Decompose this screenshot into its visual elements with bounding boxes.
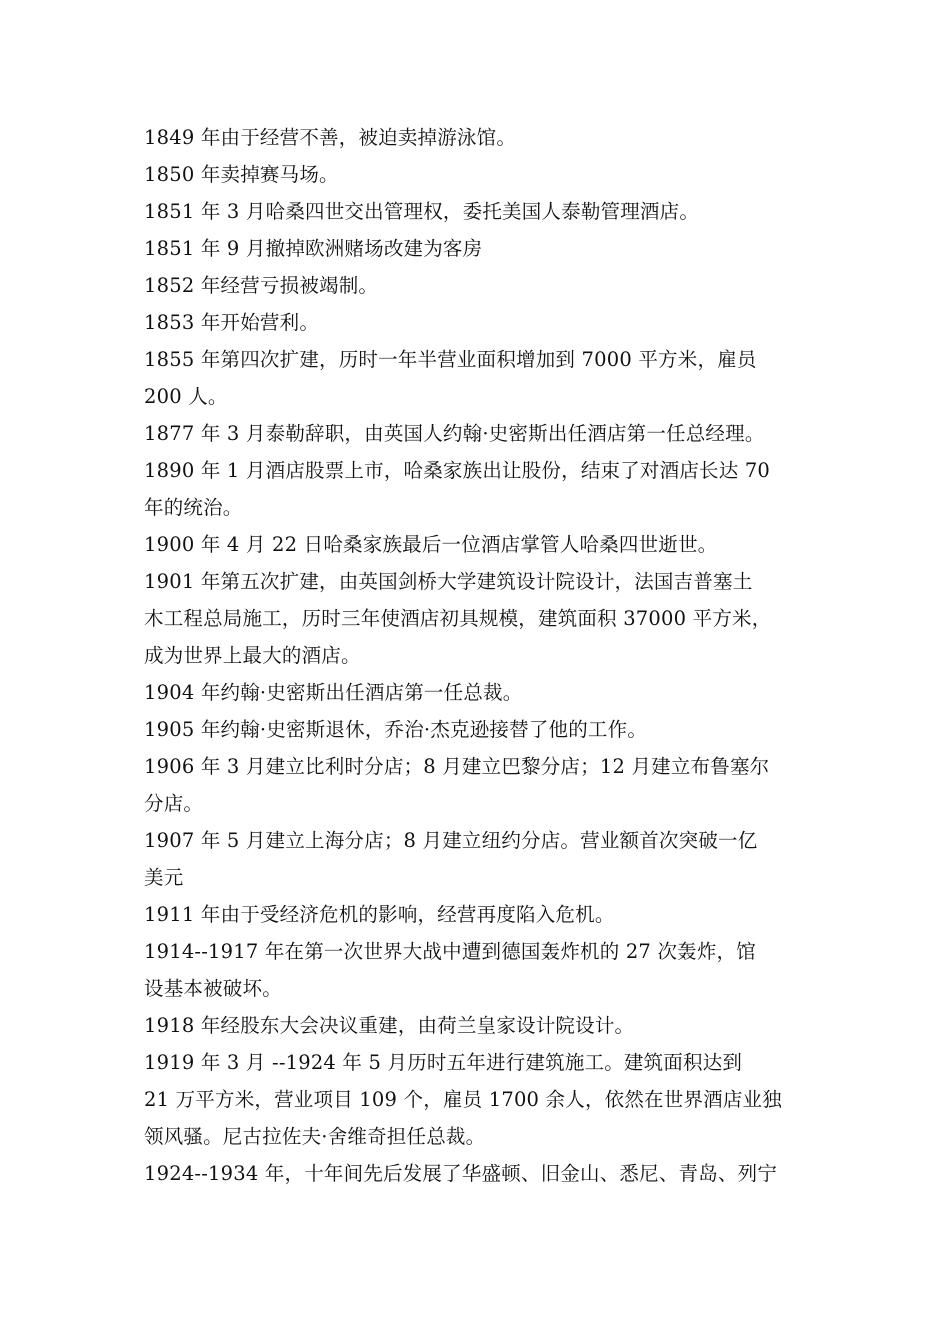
text-line: 1914--1917 年在第一次世界大战中遭到德国轰炸机的 27 次轰炸，馆 xyxy=(144,940,756,963)
text-line: 1877 年 3 月泰勒辞职，由英国人约翰·史密斯出任酒店第一任总经理。 xyxy=(144,422,765,445)
text-line: 1907 年 5 月建立上海分店；8 月建立纽约分店。营业额首次突破一亿 xyxy=(144,829,758,852)
text-line: 设基本被破坏。 xyxy=(144,977,282,1000)
text-line: 1900 年 4 月 22 日哈桑家族最后一位酒店掌管人哈桑四世逝世。 xyxy=(144,533,718,556)
text-line: 1851 年 3 月哈桑四世交出管理权，委托美国人泰勒管理酒店。 xyxy=(144,200,700,223)
text-line: 21 万平方米，营业项目 109 个，雇员 1700 余人，依然在世界酒店业独 xyxy=(144,1088,782,1111)
text-line: 1850 年卖掉赛马场。 xyxy=(144,163,339,186)
text-line: 1906 年 3 月建立比利时分店；8 月建立巴黎分店；12 月建立布鲁塞尔 xyxy=(144,755,770,778)
text-line: 1918 年经股东大会决议重建，由荷兰皇家设计院设计。 xyxy=(144,1014,635,1037)
text-line: 分店。 xyxy=(144,792,204,815)
text-line: 木工程总局施工，历时三年使酒店初具规模，建筑面积 37000 平方米， xyxy=(144,607,772,630)
text-line: 1890 年 1 月酒店股票上市，哈桑家族出让股份，结束了对酒店长达 70 xyxy=(144,459,771,482)
text-line: 1901 年第五次扩建，由英国剑桥大学建筑设计院设计，法国吉普塞土 xyxy=(144,570,753,593)
text-line: 200 人。 xyxy=(144,385,228,408)
text-line: 年的统治。 xyxy=(144,496,243,519)
text-line: 1904 年约翰·史密斯出任酒店第一任总裁。 xyxy=(144,681,523,704)
text-line: 1911 年由于受经济危机的影响，经营再度陷入危机。 xyxy=(144,903,615,926)
text-line: 1855 年第四次扩建，历时一年半营业面积增加到 7000 平方米，雇员 xyxy=(144,348,757,371)
text-line: 1905 年约翰·史密斯退休，乔治·杰克逊接替了他的工作。 xyxy=(144,718,648,741)
text-line: 领风骚。尼古拉佐夫·舍维奇担任总裁。 xyxy=(144,1125,486,1148)
text-line: 1851 年 9 月撤掉欧洲赌场改建为客房 xyxy=(144,237,483,260)
text-line: 1852 年经营亏损被竭制。 xyxy=(144,274,379,297)
text-line: 1919 年 3 月 --1924 年 5 月历时五年进行建筑施工。建筑面积达到 xyxy=(144,1051,743,1074)
text-line: 1849 年由于经营不善，被迫卖掉游泳馆。 xyxy=(144,126,517,149)
document-body xyxy=(144,119,809,1192)
text-line: 1853 年开始营利。 xyxy=(144,311,320,334)
text-line: 1924--1934 年，十年间先后发展了华盛顿、旧金山、悉尼、青岛、列宁 xyxy=(144,1162,778,1185)
text-line: 美元 xyxy=(144,866,184,889)
text-line: 成为世界上最大的酒店。 xyxy=(144,644,361,667)
